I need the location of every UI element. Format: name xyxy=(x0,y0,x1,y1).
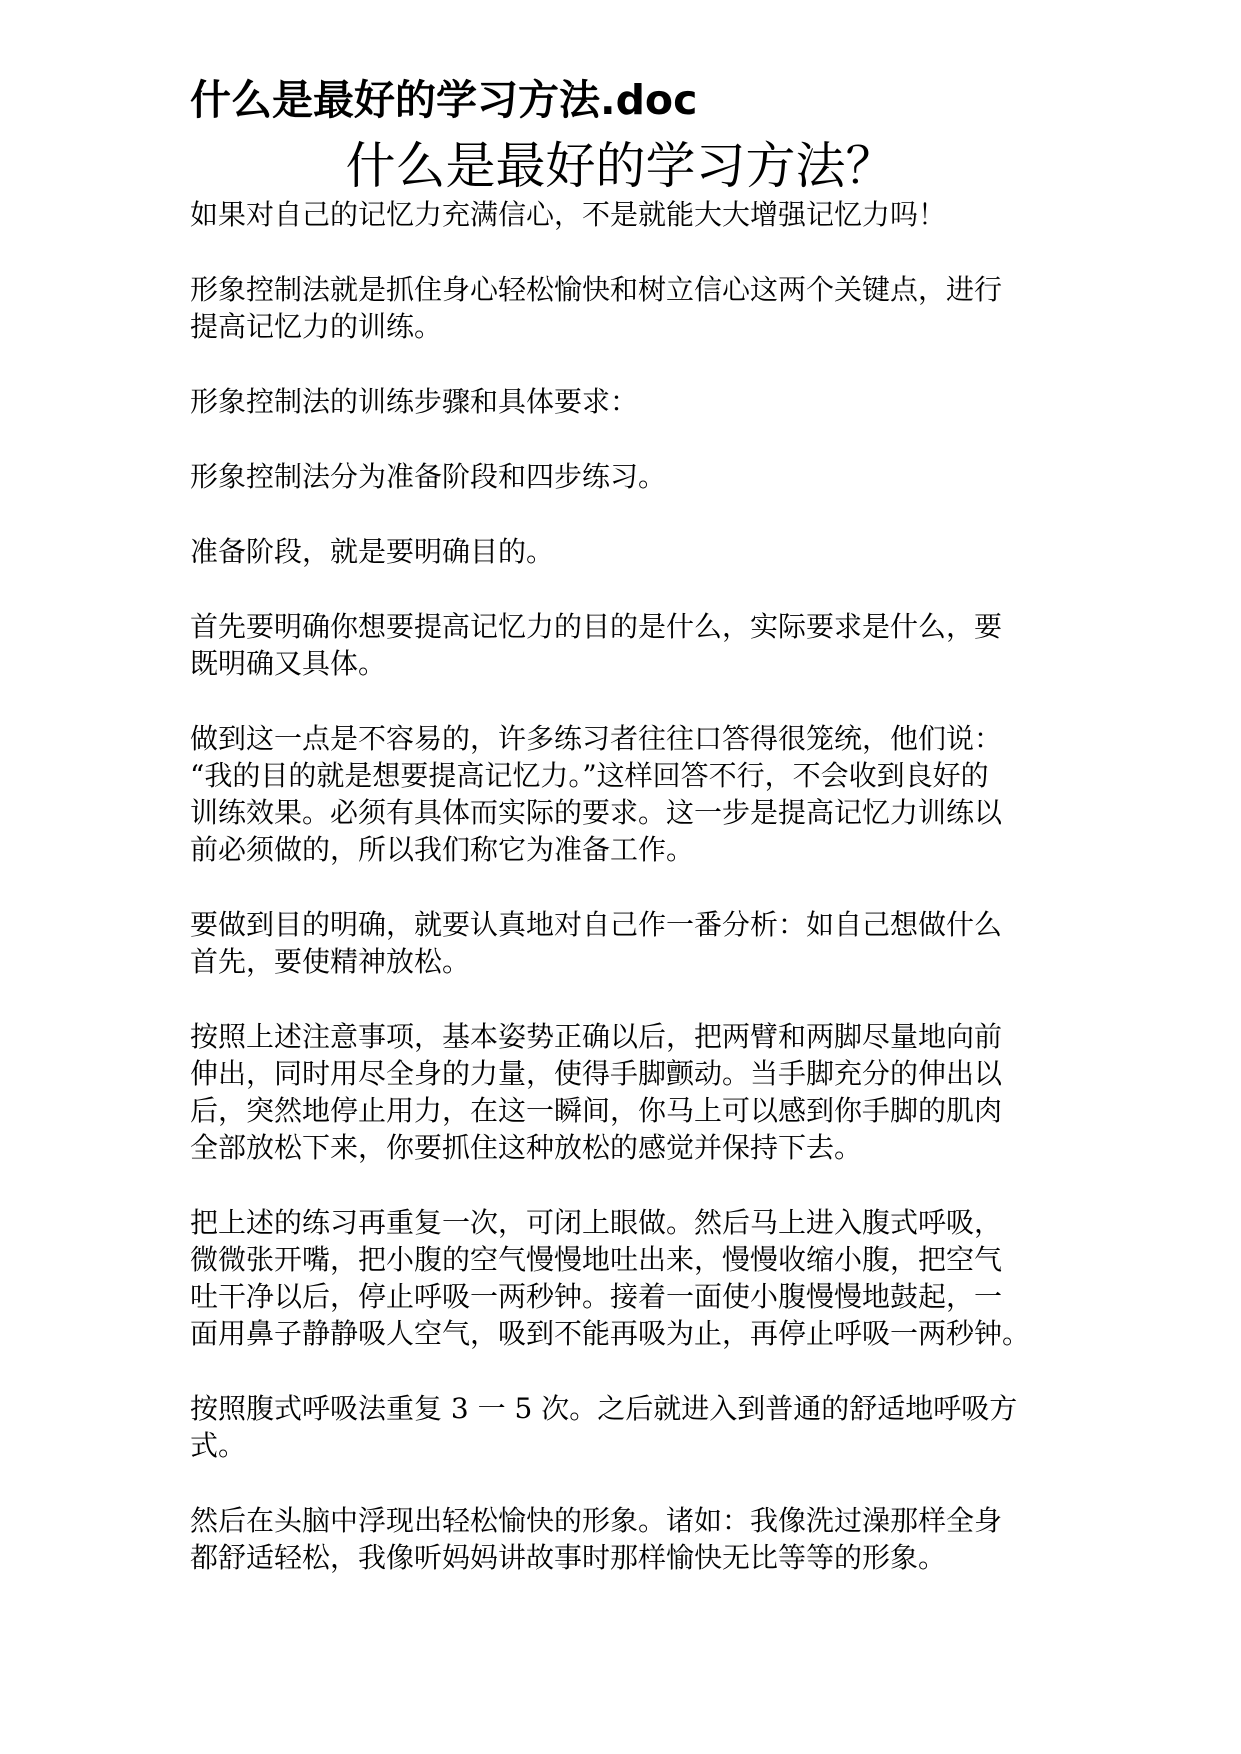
paragraph-line: 吐干净以后，停止呼吸一两秒钟。接着一面使小腹慢慢地鼓起，一 xyxy=(190,1280,1003,1313)
paragraph-line: 面用鼻子静静吸人空气，吸到不能再吸为止，再停止呼吸一两秒钟。 xyxy=(190,1317,1031,1350)
paragraph-line: 把上述的练习再重复一次，可闭上眼做。然后马上进入腹式呼吸， xyxy=(190,1206,1003,1239)
paragraph-line: 要做到目的明确，就要认真地对自己作一番分析：如自己想做什么 xyxy=(190,908,1003,941)
paragraph-line: 形象控制法的训练步骤和具体要求： xyxy=(190,385,639,418)
paragraph-line: 伸出，同时用尽全身的力量，使得手脚颤动。当手脚充分的伸出以 xyxy=(190,1057,1003,1090)
paragraph xyxy=(190,533,1090,570)
paragraph-line: 然后在头脑中浮现出轻松愉快的形象。诸如：我像洗过澡那样全身 xyxy=(190,1504,1003,1537)
paragraph-line: 全部放松下来，你要抓住这种放松的感觉并保持下去。 xyxy=(190,1131,863,1164)
paragraph-line: 既明确又具体。 xyxy=(190,647,387,680)
paragraph-line: 微微张开嘴，把小腹的空气慢慢地吐出来，慢慢收缩小腹，把空气 xyxy=(190,1243,1003,1276)
paragraph-line: 前必须做的，所以我们称它为准备工作。 xyxy=(190,833,695,866)
file-title: 什么是最好的学习方法.doc xyxy=(190,76,698,124)
paragraph xyxy=(190,1204,1090,1352)
document-title: 什么是最好的学习方法？ xyxy=(345,137,896,195)
paragraph xyxy=(190,383,1090,420)
paragraph xyxy=(190,1502,1090,1576)
paragraph-line: 首先，要使精神放松。 xyxy=(190,945,471,978)
paragraph-line: 按照腹式呼吸法重复 3 一 5 次。之后就进入到普通的舒适地呼吸方 xyxy=(190,1392,1018,1425)
paragraph-line: 式。 xyxy=(190,1429,247,1462)
paragraph-line: 做到这一点是不容易的，许多练习者往往口答得很笼统，他们说： xyxy=(190,722,1003,755)
paragraph xyxy=(190,458,1090,495)
paragraph-line: 准备阶段，就是要明确目的。 xyxy=(190,535,555,568)
paragraph-line: 提高记忆力的训练。 xyxy=(190,310,443,343)
paragraph xyxy=(190,608,1090,682)
paragraph-line: “我的目的就是想要提高记忆力。”这样回答不行，不会收到良好的 xyxy=(190,759,989,792)
paragraph xyxy=(190,196,1090,233)
paragraph xyxy=(190,906,1090,980)
paragraph-line: 按照上述注意事项，基本姿势正确以后，把两臂和两脚尽量地向前 xyxy=(190,1020,1003,1053)
paragraph-line: 形象控制法分为准备阶段和四步练习。 xyxy=(190,460,667,493)
paragraph-line: 都舒适轻松，我像听妈妈讲故事时那样愉快无比等等的形象。 xyxy=(190,1541,947,1574)
paragraph xyxy=(190,720,1090,868)
document-body xyxy=(190,196,1090,1614)
paragraph xyxy=(190,1018,1090,1166)
paragraph-line: 如果对自己的记忆力充满信心，不是就能大大增强记忆力吗！ xyxy=(190,198,947,231)
paragraph-line: 后，突然地停止用力，在这一瞬间，你马上可以感到你手脚的肌肉 xyxy=(190,1094,1003,1127)
paragraph xyxy=(190,271,1090,345)
paragraph-line: 形象控制法就是抓住身心轻松愉快和树立信心这两个关键点，进行 xyxy=(190,273,1003,306)
paragraph-line: 训练效果。必须有具体而实际的要求。这一步是提高记忆力训练以 xyxy=(190,796,1003,829)
paragraph xyxy=(190,1390,1090,1464)
paragraph-line: 首先要明确你想要提高记忆力的目的是什么，实际要求是什么，要 xyxy=(190,610,1003,643)
